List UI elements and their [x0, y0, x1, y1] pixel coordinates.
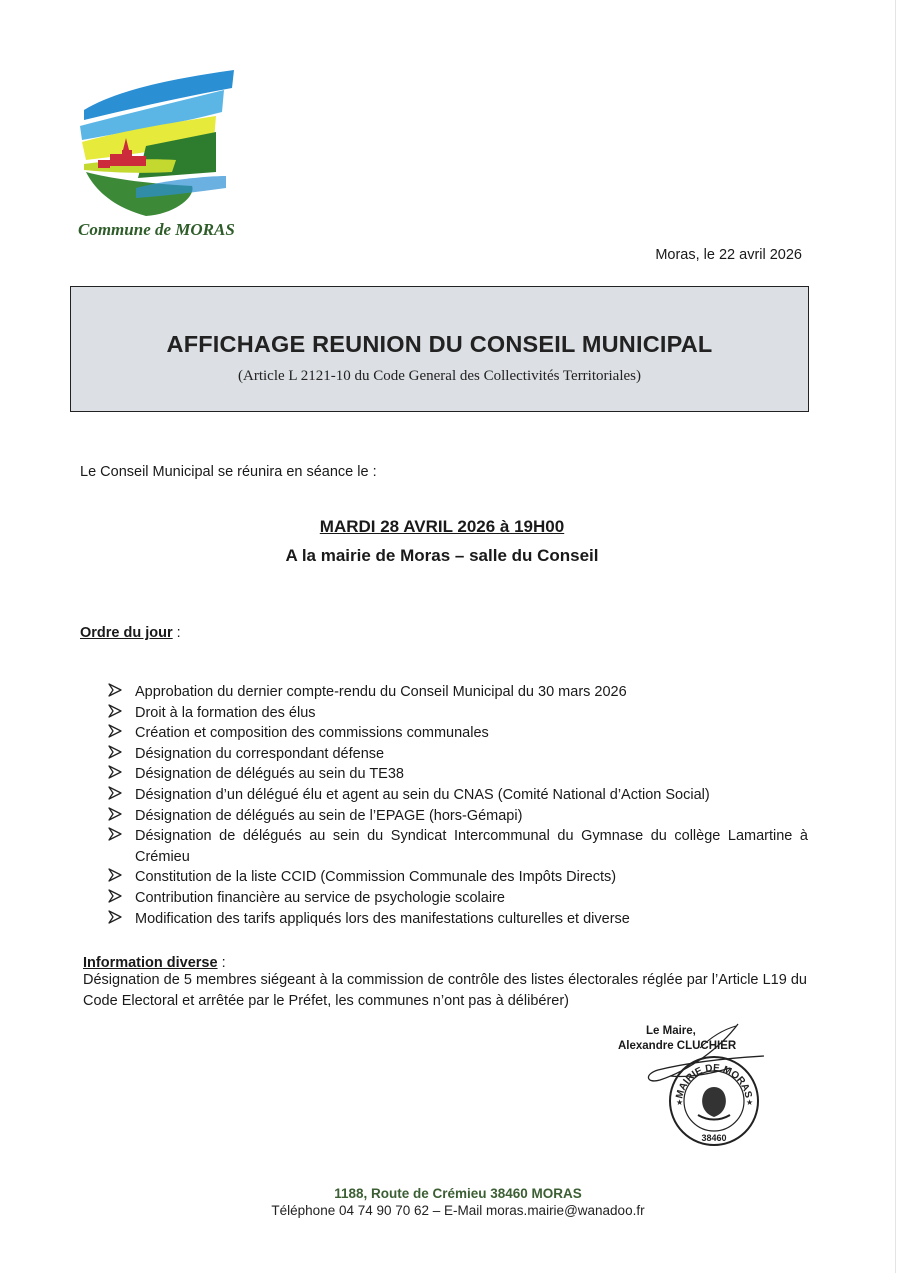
agenda-item — [108, 785, 808, 806]
agenda-item — [108, 764, 808, 785]
agenda-label: Ordre du jour — [80, 625, 173, 641]
agenda-item — [108, 909, 808, 930]
arrow-bullet-icon — [108, 724, 122, 738]
meeting-date: MARDI 28 AVRIL 2026 à 19H00 — [319, 517, 565, 536]
agenda-item-text: Désignation du correspondant défense — [135, 745, 385, 762]
stamp-star-left: ★ — [676, 1098, 684, 1107]
stamp-code: 38460 — [701, 1133, 727, 1143]
arrow-bullet-icon — [108, 786, 122, 800]
info-heading — [83, 955, 226, 971]
commune-name: Commune de MORAS — [78, 220, 235, 239]
agenda-item-text: Désignation d’un délégué élu et agent au sein du CNAS (Comité National d’Action Social) — [135, 786, 710, 803]
agenda-label-suffix: : — [172, 625, 181, 641]
arrow-bullet-icon — [108, 704, 122, 718]
arrow-bullet-icon — [108, 807, 122, 821]
commune-logo — [76, 68, 240, 220]
agenda-item-text: Modification des tarifs appliqués lors des manifestations culturelles et diverse — [135, 910, 630, 927]
agenda-item-text: Approbation du dernier compte-rendu du Conseil Municipal du 30 mars 2026 — [135, 684, 627, 700]
agenda-item — [108, 867, 808, 888]
footer-address: 1188, Route de Crémieu 38460 MORAS — [334, 1186, 582, 1201]
page-edge — [895, 0, 896, 1273]
agenda-item-text: Désignation de délégués au sein du Syndicat Intercommunal du Gymnase du collège Lamartine à Crémieu — [135, 828, 808, 865]
agenda-item — [108, 806, 808, 827]
arrow-bullet-icon — [108, 910, 122, 924]
meeting-place: A la mairie de Moras – salle du Conseil — [285, 546, 599, 565]
agenda-item — [108, 682, 808, 703]
agenda-item-text: Contribution financière au service de psychologie scolaire — [135, 889, 505, 906]
stamp-text: MAIRIE DE MORAS — [674, 1062, 754, 1100]
agenda-item-text: Droit à la formation des élus — [135, 704, 316, 721]
footer-contact: Téléphone 04 74 90 70 62 – E-Mail moras.mairie@wanadoo.fr — [271, 1203, 645, 1218]
title-box — [70, 286, 809, 412]
arrow-bullet-icon — [108, 745, 122, 759]
agenda-item-text: Désignation de délégués au sein du TE38 — [135, 766, 404, 783]
page-title: AFFICHAGE REUNION DU CONSEIL MUNICIPAL — [166, 331, 713, 357]
info-text: Désignation de 5 membres siégeant à la commission de contrôle des listes électorales réglée par l’Article L19 du Code Electoral et arrêtée par le Préfet, les communes n’ont pas à délibérer) — [83, 972, 807, 1009]
agenda-item — [108, 826, 808, 867]
agenda-item-text: Création et composition des commissions communales — [135, 725, 489, 742]
agenda-item-text: Constitution de la liste CCID (Commission Communale des Impôts Directs) — [135, 869, 617, 886]
arrow-bullet-icon — [108, 889, 122, 903]
stamp-star-right: ★ — [746, 1098, 754, 1107]
page-subtitle: (Article L 2121-10 du Code General des Collectivités Territoriales) — [238, 368, 641, 384]
info-label-suffix: : — [217, 955, 226, 971]
info-label: Information diverse — [83, 955, 218, 971]
agenda-item — [108, 744, 808, 765]
arrow-bullet-icon — [108, 765, 122, 779]
agenda-item — [108, 723, 808, 744]
arrow-bullet-icon — [108, 683, 122, 697]
mayor-title: Le Maire, — [646, 1025, 696, 1037]
agenda-list — [108, 682, 808, 929]
mayor-name: Alexandre CLUCHIER — [618, 1040, 737, 1052]
agenda-item — [108, 703, 808, 724]
agenda-item — [108, 888, 808, 909]
agenda-heading — [80, 625, 181, 641]
date-line: Moras, le 22 avril 2026 — [655, 247, 802, 263]
arrow-bullet-icon — [108, 868, 122, 882]
arrow-bullet-icon — [108, 827, 122, 841]
agenda-item-text: Désignation de délégués au sein de l’EPAGE (hors-Gémapi) — [135, 807, 523, 824]
mairie-stamp — [668, 1055, 760, 1147]
intro-text: Le Conseil Municipal se réunira en séance le : — [80, 464, 377, 480]
